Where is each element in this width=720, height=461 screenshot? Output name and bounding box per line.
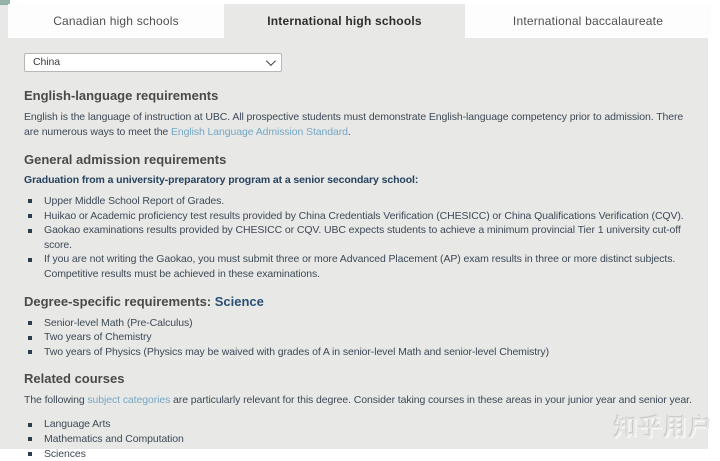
english-language-admission-standard-link[interactable]: English Language Admission Standard xyxy=(171,126,348,138)
english-text-before: English is the language of instruction at UBC. All prospective students must demonstrate English-language competency prior to admission. There are numerous ways to meet the xyxy=(24,111,684,138)
related-courses-text xyxy=(24,393,694,408)
country-select[interactable] xyxy=(24,53,282,72)
related-courses-heading: Related courses xyxy=(24,371,125,387)
subject-categories-link[interactable]: subject categories xyxy=(87,394,171,407)
graduation-subheading: Graduation from a university-preparatory program at a senior secondary school: xyxy=(24,174,419,186)
english-requirements-heading: English-language requirements xyxy=(24,88,219,103)
general-admission-heading: General admission requirements xyxy=(24,152,227,167)
list-item: Upper Middle School Report of Grades. xyxy=(28,194,694,209)
degree-heading-prefix: Degree-specific requirements: xyxy=(24,293,215,309)
list-item: Language Arts xyxy=(28,417,694,432)
english-requirements-text xyxy=(24,110,694,140)
list-item: Senior-level Math (Pre-Calculus) xyxy=(28,316,694,331)
country-select-value: China xyxy=(33,56,60,68)
tab-canadian-high-schools[interactable]: Canadian high schools xyxy=(8,4,224,38)
list-item: Sciences xyxy=(28,447,694,461)
general-admission-list xyxy=(24,194,694,282)
list-item: Huikao or Academic proficiency test results provided by China Credentials Verification (CHESICC) or China Qualifications Verification (CQV). xyxy=(28,209,694,224)
list-item: Mathematics and Computation xyxy=(28,432,694,447)
related-text-before: The following xyxy=(24,394,88,407)
list-item: Two years of Chemistry xyxy=(28,330,694,345)
list-item: Two years of Physics (Physics may be waived with grades of A in senior-level Math and senior-level Chemistry) xyxy=(28,345,694,360)
list-item: Gaokao examinations results provided by CHESICC or CQV. UBC expects students to achieve a minimum provincial Tier 1 university cut-off score. xyxy=(28,223,694,252)
degree-specific-heading xyxy=(24,295,694,309)
tab-bar xyxy=(0,4,712,38)
tab-content xyxy=(0,38,708,460)
chevron-down-icon xyxy=(266,56,276,66)
degree-program-name: Science xyxy=(214,293,264,309)
tab-international-baccalaureate[interactable]: International baccalaureate xyxy=(465,4,711,38)
zhihu-user-watermark: 知乎用户 xyxy=(614,414,714,440)
related-courses-list xyxy=(24,417,694,461)
degree-specific-list xyxy=(24,316,694,360)
tab-international-high-schools[interactable]: International high schools xyxy=(267,14,422,28)
related-text-after: are particularly relevant for this degree. Consider taking courses in these areas in your junior year and senior year. xyxy=(170,394,692,407)
english-text-after: . xyxy=(347,126,351,138)
list-item: If you are not writing the Gaokao, you must submit three or more Advanced Placement (AP) exam results in three or more distinct subjects. Competitive results must be achieved in these examinations. xyxy=(28,252,694,281)
